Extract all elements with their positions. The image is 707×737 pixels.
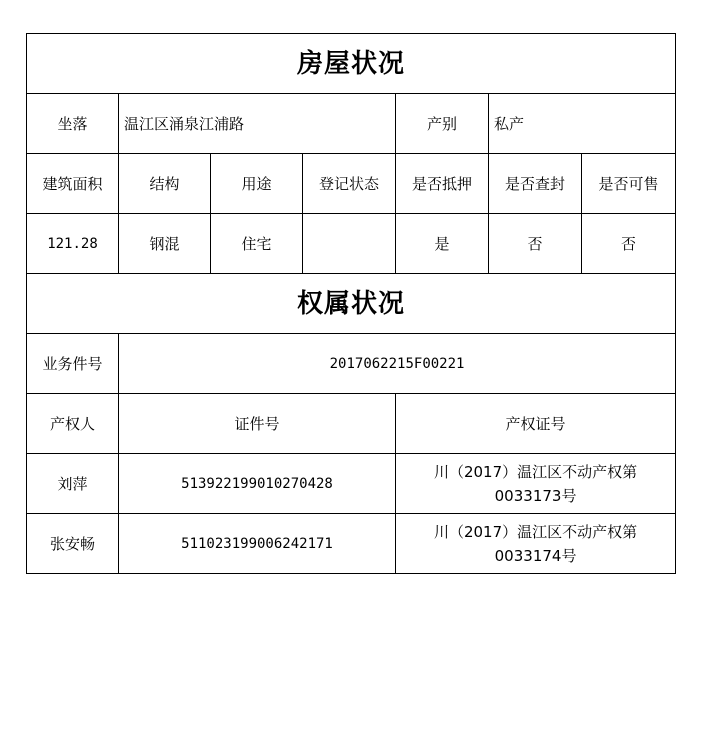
- ownership-type-value: 私产: [489, 94, 676, 154]
- house-section-title-row: [27, 34, 676, 94]
- location-value: 温江区涌泉江浦路: [119, 94, 396, 154]
- ownership-type-label: 产别: [396, 94, 489, 154]
- saleable-value: 否: [582, 214, 676, 274]
- area-value: 121.28: [27, 214, 119, 274]
- business-number-value: 2017062215F00221: [119, 334, 676, 394]
- location-row: [27, 94, 676, 154]
- house-value-row: [27, 214, 676, 274]
- business-number-row: [27, 334, 676, 394]
- structure-header: 结构: [119, 154, 211, 214]
- mortgaged-header: 是否抵押: [396, 154, 489, 214]
- sealed-header: 是否查封: [489, 154, 582, 214]
- house-section-title: 房屋状况: [27, 34, 676, 94]
- owner-certificate-number: 川（2017）温江区不动产权第0033174号: [396, 514, 676, 574]
- owner-id-number: 511023199006242171: [119, 514, 396, 574]
- usage-value: 住宅: [211, 214, 303, 274]
- business-number-label: 业务件号: [27, 334, 119, 394]
- owner-header-row: [27, 394, 676, 454]
- owner-id-number: 513922199010270428: [119, 454, 396, 514]
- mortgaged-value: 是: [396, 214, 489, 274]
- structure-value: 钢混: [119, 214, 211, 274]
- registration-status-header: 登记状态: [303, 154, 396, 214]
- area-header: 建筑面积: [27, 154, 119, 214]
- certificate-number-header: 产权证号: [396, 394, 676, 454]
- usage-header: 用途: [211, 154, 303, 214]
- owner-name: 张安畅: [27, 514, 119, 574]
- owner-certificate-number: 川（2017）温江区不动产权第0033173号: [396, 454, 676, 514]
- sealed-value: 否: [489, 214, 582, 274]
- saleable-header: 是否可售: [582, 154, 676, 214]
- house-header-row: [27, 154, 676, 214]
- owner-name: 刘萍: [27, 454, 119, 514]
- owner-row: [27, 454, 676, 514]
- location-label: 坐落: [27, 94, 119, 154]
- owner-header: 产权人: [27, 394, 119, 454]
- owner-row: [27, 514, 676, 574]
- ownership-section-title-row: [27, 274, 676, 334]
- id-number-header: 证件号: [119, 394, 396, 454]
- registration-status-value: [303, 214, 396, 274]
- property-record-table: [26, 33, 676, 574]
- ownership-section-title: 权属状况: [27, 274, 676, 334]
